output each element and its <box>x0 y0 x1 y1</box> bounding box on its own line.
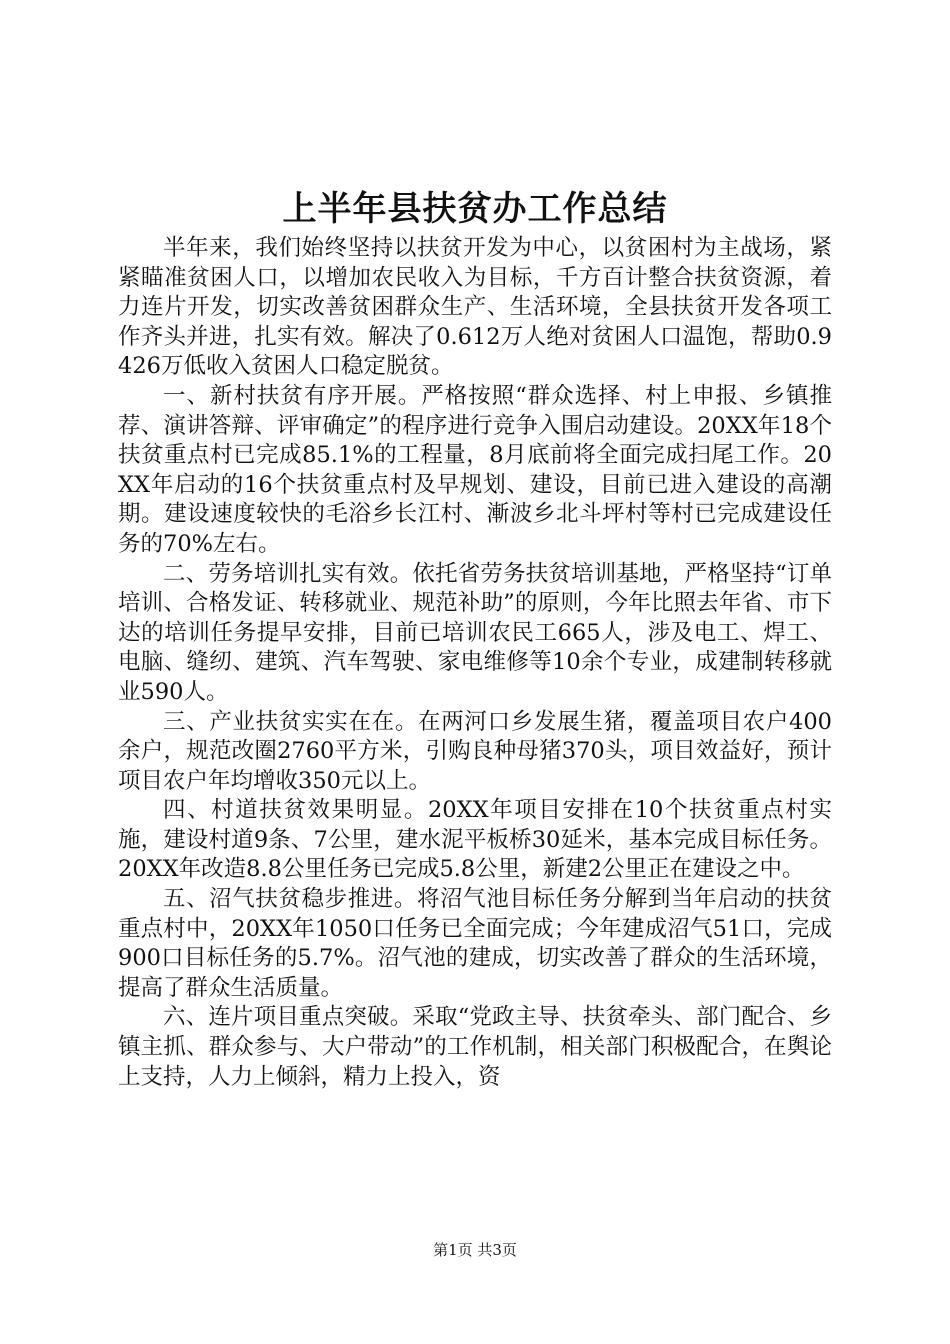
paragraph-section-5: 五、沼气扶贫稳步推进。将沼气池目标任务分解到当年启动的扶贫重点村中，20XX年1050口任务已全面完成；今年建成沼气51口，完成900口目标任务的5.7%。沼气池的建成，切实改善了群众的生活环境，提高了群众生活质量。 <box>118 886 832 1001</box>
paragraph-intro: 半年来，我们始终坚持以扶贫开发为中心，以贫困村为主战场，紧紧瞄准贫困人口，以增加农民收入为目标，千方百计整合扶贫资源，着力连片开发，切实改善贫困群众生产、生活环境，全县扶贫开发各项工作齐头并进，扎实有效。解决了0.612万人绝对贫困人口温饱，帮助0.9426万低收入贫困人口稳定脱贫。 <box>118 235 832 380</box>
page-footer: 第1页 共3页 <box>433 1241 517 1259</box>
paragraph-section-6: 六、连片项目重点突破。采取“党政主导、扶贫牵头、部门配合、乡镇主抓、群众参与、大户带动”的工作机制，相关部门积极配合，在舆论上支持，人力上倾斜，精力上投入，资 <box>118 1004 832 1090</box>
paragraph-section-4: 四、村道扶贫效果明显。20XX年项目安排在10个扶贫重点村实施，建设村道9条、7公里，建水泥平板桥30延米，基本完成目标任务。20XX年改造8.8公里任务已完成5.8公里，新建2公里正在建设之中。 <box>118 797 832 883</box>
paragraph-section-3: 三、产业扶贫实实在在。在两河口乡发展生猪，覆盖项目农户400余户，规范改圈2760平方米，引购良种母猪370头，项目效益好，预计项目农户年均增收350元以上。 <box>118 708 832 794</box>
paragraph-section-1: 一、新村扶贫有序开展。严格按照“群众选择、村上申报、乡镇推荐、演讲答辩、评审确定”的程序进行竞争入围启动建设。20XX年18个扶贫重点村已完成85.1%的工程量，8月底前将全面完成扫尾工作。20XX年启动的16个扶贫重点村及早规划、建设，目前已进入建设的高潮期。建设速度较快的毛浴乡长江村、漸波乡北斗坪村等村已完成建设任务的70%左右。 <box>118 382 832 557</box>
paragraph-section-2: 二、劳务培训扎实有效。依托省劳务扶贫培训基地，严格坚持“订单培训、合格发证、转移就业、规范补助”的原则，今年比照去年省、市下达的培训任务提早安排，目前已培训农民工665人，涉及电工、焊工、电脑、缝纫、建筑、汽车驾驶、家电维修等10余个专业，成建制转移就业590人。 <box>118 560 832 705</box>
document-body <box>118 234 832 1092</box>
document-title: 上半年县扶贫办工作总结 <box>282 189 668 229</box>
